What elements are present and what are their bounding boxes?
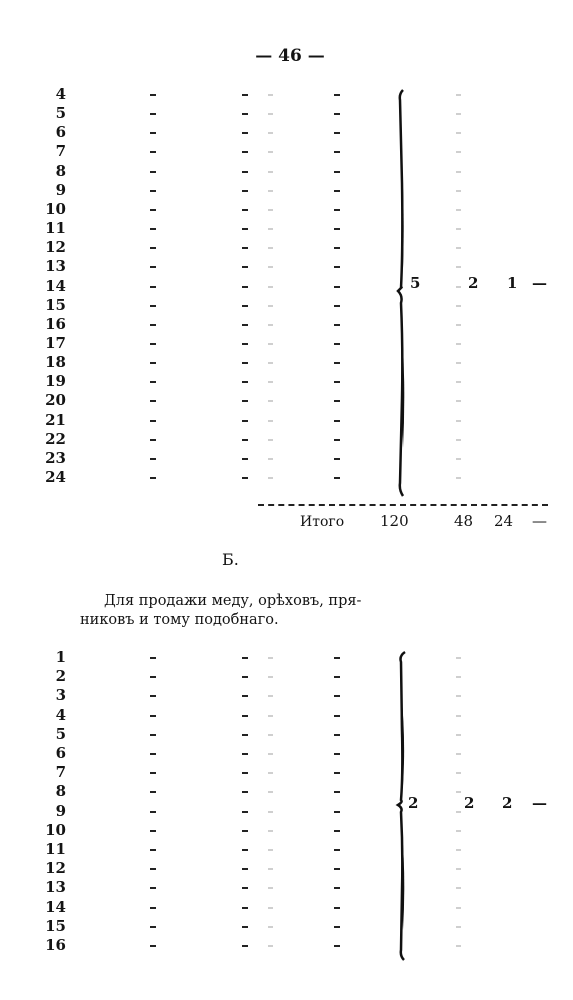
section-a-dash-col-1 xyxy=(150,324,156,326)
section-a-faint-dash-col-2 xyxy=(456,305,461,307)
description-line-2: никовъ и тому подобнаго. xyxy=(80,612,279,628)
section-a-dash-col-3 xyxy=(334,113,340,115)
section-a-faint-dash-col-1 xyxy=(268,94,273,96)
section-a-dash-col-2 xyxy=(242,477,248,479)
section-a-dash-col-1 xyxy=(150,94,156,96)
section-a-dash-col-1 xyxy=(150,439,156,441)
section-a-dash-col-2 xyxy=(242,94,248,96)
section-a-row-number: 7 xyxy=(55,142,66,161)
section-b-row-number: 5 xyxy=(55,724,66,743)
section-b-dash-col-2 xyxy=(242,887,248,889)
section-b-dash-col-2 xyxy=(242,734,248,736)
section-b-faint-dash-col-1 xyxy=(268,695,273,697)
section-b-faint-dash-col-1 xyxy=(268,811,273,813)
section-a-dash-col-1 xyxy=(150,151,156,153)
section-a-faint-dash-col-2 xyxy=(456,209,461,211)
section-b-faint-dash-col-1 xyxy=(268,753,273,755)
section-a-faint-dash-col-1 xyxy=(268,305,273,307)
section-a-dash-col-3 xyxy=(334,266,340,268)
section-a-dash-col-2 xyxy=(242,439,248,441)
section-a-row-number: 14 xyxy=(45,276,66,295)
section-a-dash-col-1 xyxy=(150,381,156,383)
section-b-dash-col-1 xyxy=(150,945,156,947)
section-a-faint-dash-col-1 xyxy=(268,420,273,422)
section-a-dash-col-1 xyxy=(150,247,156,249)
section-b-dash-col-2 xyxy=(242,830,248,832)
section-a-dash-col-2 xyxy=(242,113,248,115)
section-b-brace-value-2: 2 xyxy=(464,794,475,812)
section-b-dash-col-1 xyxy=(150,753,156,755)
section-a-row-number: 21 xyxy=(45,410,66,429)
section-a-row-number: 24 xyxy=(45,468,66,486)
section-b-row-number: 11 xyxy=(45,840,66,858)
section-b-faint-dash-col-1 xyxy=(268,772,273,774)
section-a-faint-dash-col-1 xyxy=(268,171,273,173)
section-a-dash-col-3 xyxy=(334,458,340,460)
section-b-row-number: 2 xyxy=(55,667,66,686)
section-a-row-number: 13 xyxy=(45,257,66,276)
section-a-dash-col-2 xyxy=(242,228,248,230)
total-value-3: 24 xyxy=(494,512,514,530)
section-b-dash-col-3 xyxy=(334,734,340,736)
section-b-dash-col-1 xyxy=(150,887,156,889)
section-a-faint-dash-col-2 xyxy=(456,247,461,249)
section-a-dash-col-3 xyxy=(334,420,340,422)
section-b-faint-dash-col-2 xyxy=(456,926,461,928)
section-a-faint-dash-col-2 xyxy=(456,190,461,192)
section-b-faint-dash-col-1 xyxy=(268,676,273,678)
section-b-dash-col-3 xyxy=(334,676,340,678)
section-b-dash-col-2 xyxy=(242,926,248,928)
section-b-dash-col-1 xyxy=(150,849,156,851)
section-a-dash-col-3 xyxy=(334,94,340,96)
section-a-dash-col-2 xyxy=(242,266,248,268)
section-b-dash-col-1 xyxy=(150,715,156,717)
section-a-faint-dash-col-1 xyxy=(268,381,273,383)
section-b-description xyxy=(80,592,362,630)
section-a-row-number: 6 xyxy=(55,123,66,142)
section-b-faint-dash-col-1 xyxy=(268,830,273,832)
section-b-dash-col-1 xyxy=(150,695,156,697)
section-a-dash-col-1 xyxy=(150,458,156,460)
section-b-dash-col-1 xyxy=(150,926,156,928)
section-b-dash-col-2 xyxy=(242,868,248,870)
section-a-faint-dash-col-2 xyxy=(456,132,461,134)
section-a-dash-col-3 xyxy=(334,343,340,345)
section-a-dash-col-2 xyxy=(242,209,248,211)
section-b-row-number: 15 xyxy=(45,916,66,935)
section-b-row-number: 8 xyxy=(55,782,66,801)
section-a-row-number: 20 xyxy=(45,391,66,410)
section-a-row-number: 11 xyxy=(45,219,66,238)
section-b-faint-dash-col-2 xyxy=(456,868,461,870)
section-a-dash-col-3 xyxy=(334,286,340,288)
section-b-heading: Б. xyxy=(222,550,239,569)
section-b-faint-dash-col-1 xyxy=(268,791,273,793)
section-a-dash-col-1 xyxy=(150,209,156,211)
section-b-dash-col-1 xyxy=(150,868,156,870)
section-b-dash-col-2 xyxy=(242,657,248,659)
section-a-dash-col-1 xyxy=(150,477,156,479)
section-a-faint-dash-col-2 xyxy=(456,228,461,230)
section-b-faint-dash-col-2 xyxy=(456,945,461,947)
section-b-faint-dash-col-2 xyxy=(456,811,461,813)
section-a-faint-dash-col-2 xyxy=(456,458,461,460)
section-b-dash-col-3 xyxy=(334,791,340,793)
section-b-row-number: 3 xyxy=(55,686,66,705)
section-a-faint-dash-col-2 xyxy=(456,113,461,115)
section-b-dash-col-1 xyxy=(150,830,156,832)
section-a-faint-dash-col-2 xyxy=(456,94,461,96)
section-a-faint-dash-col-1 xyxy=(268,458,273,460)
section-a-row-number: 10 xyxy=(45,199,66,218)
section-a-dash-col-2 xyxy=(242,190,248,192)
total-value-1: 120 xyxy=(380,512,409,530)
section-a-faint-dash-col-1 xyxy=(268,266,273,268)
description-line-1: Для продажи меду, орѣховъ, пря- xyxy=(104,593,362,609)
total-separator-line xyxy=(258,504,548,506)
section-b-row-number: 1 xyxy=(55,648,66,666)
section-a-dash-col-2 xyxy=(242,324,248,326)
section-b-dash-col-2 xyxy=(242,676,248,678)
section-b-faint-dash-col-2 xyxy=(456,791,461,793)
section-a-faint-dash-col-2 xyxy=(456,381,461,383)
section-b-dash-col-2 xyxy=(242,715,248,717)
section-a-dash-col-2 xyxy=(242,171,248,173)
section-a-row-number: 16 xyxy=(45,314,66,333)
section-b-dash-col-3 xyxy=(334,715,340,717)
section-b-row-number: 13 xyxy=(45,878,66,897)
section-b-dash-col-2 xyxy=(242,849,248,851)
section-a-dash-col-1 xyxy=(150,228,156,230)
section-a-brace-value-3: 1 xyxy=(507,274,518,292)
section-b-faint-dash-col-1 xyxy=(268,849,273,851)
section-a-dash-col-3 xyxy=(334,209,340,211)
section-a-faint-dash-col-2 xyxy=(456,324,461,326)
section-b-faint-dash-col-1 xyxy=(268,887,273,889)
section-a-faint-dash-col-2 xyxy=(456,343,461,345)
section-b-dash-col-1 xyxy=(150,811,156,813)
section-b-dash-col-1 xyxy=(150,734,156,736)
section-b-faint-dash-col-2 xyxy=(456,887,461,889)
section-a-faint-dash-col-2 xyxy=(456,420,461,422)
section-a-faint-dash-col-1 xyxy=(268,477,273,479)
section-a-dash-col-2 xyxy=(242,362,248,364)
section-a-dash-col-1 xyxy=(150,113,156,115)
section-a-dash-col-3 xyxy=(334,228,340,230)
section-b-row-number: 16 xyxy=(45,936,66,954)
section-a-dash-col-3 xyxy=(334,247,340,249)
section-a-faint-dash-col-2 xyxy=(456,286,461,288)
section-a-dash-col-1 xyxy=(150,171,156,173)
section-a-brace-value-2: 2 xyxy=(468,274,479,292)
section-b-faint-dash-col-2 xyxy=(456,676,461,678)
section-b-dash-col-2 xyxy=(242,945,248,947)
section-b-faint-dash-col-2 xyxy=(456,907,461,909)
section-b-faint-dash-col-2 xyxy=(456,657,461,659)
section-a-dash-col-2 xyxy=(242,151,248,153)
section-a-dash-col-3 xyxy=(334,324,340,326)
section-a-dash-col-1 xyxy=(150,400,156,402)
section-b-dash-col-2 xyxy=(242,907,248,909)
section-a-row-number: 17 xyxy=(45,333,66,352)
section-a-dash-col-3 xyxy=(334,190,340,192)
total-value-4: — xyxy=(532,512,547,530)
section-b-faint-dash-col-2 xyxy=(456,830,461,832)
section-b-dash-col-3 xyxy=(334,868,340,870)
section-a-faint-dash-col-1 xyxy=(268,343,273,345)
section-b-row-number: 9 xyxy=(55,801,66,820)
section-a-brace xyxy=(393,88,413,498)
section-a-dash-col-2 xyxy=(242,458,248,460)
section-b-brace-value-4: — xyxy=(532,794,547,812)
section-b-dash-col-3 xyxy=(334,830,340,832)
section-a-dash-col-3 xyxy=(334,151,340,153)
section-b-row-number: 4 xyxy=(55,705,66,724)
total-label: Итого xyxy=(300,514,345,530)
total-value-2: 48 xyxy=(454,512,474,530)
section-a-faint-dash-col-1 xyxy=(268,362,273,364)
section-b-dash-col-2 xyxy=(242,753,248,755)
section-b-dash-col-1 xyxy=(150,791,156,793)
section-a-faint-dash-col-1 xyxy=(268,324,273,326)
section-b-faint-dash-col-2 xyxy=(456,715,461,717)
section-b-faint-dash-col-1 xyxy=(268,926,273,928)
section-a-row-number: 18 xyxy=(45,353,66,372)
section-a-row-number: 23 xyxy=(45,448,66,467)
section-b-dash-col-3 xyxy=(334,907,340,909)
section-b-row-number: 10 xyxy=(45,820,66,839)
section-a-faint-dash-col-2 xyxy=(456,266,461,268)
section-b-dash-col-3 xyxy=(334,695,340,697)
section-a-faint-dash-col-1 xyxy=(268,132,273,134)
section-a-dash-col-1 xyxy=(150,305,156,307)
section-a-faint-dash-col-1 xyxy=(268,190,273,192)
section-a-dash-col-3 xyxy=(334,132,340,134)
section-a-faint-dash-col-1 xyxy=(268,400,273,402)
section-a-dash-col-2 xyxy=(242,305,248,307)
section-b-faint-dash-col-2 xyxy=(456,772,461,774)
section-a-dash-col-1 xyxy=(150,343,156,345)
section-a-faint-dash-col-1 xyxy=(268,286,273,288)
section-b-brace-value-3: 2 xyxy=(502,794,513,812)
section-a-row-number: 19 xyxy=(45,372,66,391)
section-b-dash-col-2 xyxy=(242,695,248,697)
section-b-brace-value-1: 2 xyxy=(408,794,419,812)
section-b-dash-col-1 xyxy=(150,657,156,659)
section-a-dash-col-2 xyxy=(242,420,248,422)
section-b-dash-col-3 xyxy=(334,887,340,889)
section-b-faint-dash-col-2 xyxy=(456,753,461,755)
section-b-dash-col-3 xyxy=(334,811,340,813)
section-a-brace-value-4: — xyxy=(532,274,547,292)
section-a-faint-dash-col-1 xyxy=(268,113,273,115)
section-a-dash-col-3 xyxy=(334,171,340,173)
section-a-dash-col-1 xyxy=(150,286,156,288)
section-a-faint-dash-col-2 xyxy=(456,439,461,441)
section-a-dash-col-2 xyxy=(242,400,248,402)
section-a-dash-col-3 xyxy=(334,362,340,364)
section-a-dash-col-1 xyxy=(150,362,156,364)
section-b-faint-dash-col-1 xyxy=(268,657,273,659)
section-a-faint-dash-col-1 xyxy=(268,151,273,153)
section-b-faint-dash-col-1 xyxy=(268,945,273,947)
section-a-row-number: 15 xyxy=(45,295,66,314)
section-a-dash-col-3 xyxy=(334,381,340,383)
section-a-faint-dash-col-1 xyxy=(268,439,273,441)
section-a-dash-col-1 xyxy=(150,420,156,422)
section-a-row-number: 22 xyxy=(45,429,66,448)
section-b-dash-col-3 xyxy=(334,772,340,774)
section-b-dash-col-2 xyxy=(242,811,248,813)
section-b-row-number: 12 xyxy=(45,859,66,878)
section-b-dash-col-2 xyxy=(242,791,248,793)
section-b-dash-col-1 xyxy=(150,676,156,678)
section-a-dash-col-1 xyxy=(150,266,156,268)
section-a-faint-dash-col-2 xyxy=(456,477,461,479)
section-a-row-number: 4 xyxy=(55,85,66,103)
section-b-faint-dash-col-2 xyxy=(456,734,461,736)
section-b-dash-col-3 xyxy=(334,849,340,851)
section-b-faint-dash-col-2 xyxy=(456,849,461,851)
section-b-row-number: 7 xyxy=(55,763,66,782)
section-a-brace-value-1: 5 xyxy=(410,274,421,292)
section-a-faint-dash-col-1 xyxy=(268,247,273,249)
page-number: — 46 — xyxy=(255,46,325,66)
section-a-dash-col-3 xyxy=(334,439,340,441)
section-a-dash-col-3 xyxy=(334,400,340,402)
section-b-row-number: 6 xyxy=(55,744,66,762)
section-b-dash-col-3 xyxy=(334,657,340,659)
section-a-dash-col-2 xyxy=(242,286,248,288)
section-b-faint-dash-col-2 xyxy=(456,695,461,697)
section-b-faint-dash-col-1 xyxy=(268,734,273,736)
section-a-dash-col-3 xyxy=(334,305,340,307)
section-a-faint-dash-col-1 xyxy=(268,228,273,230)
section-b-dash-col-3 xyxy=(334,926,340,928)
section-a-dash-col-1 xyxy=(150,190,156,192)
section-a-dash-col-1 xyxy=(150,132,156,134)
section-a-faint-dash-col-2 xyxy=(456,362,461,364)
section-b-dash-col-1 xyxy=(150,907,156,909)
section-a-faint-dash-col-2 xyxy=(456,151,461,153)
section-a-row-number: 5 xyxy=(55,104,66,123)
section-b-dash-col-3 xyxy=(334,753,340,755)
section-a-dash-col-2 xyxy=(242,381,248,383)
section-b-row-number: 14 xyxy=(45,897,66,916)
section-a-row-number: 9 xyxy=(55,180,66,199)
section-b-dash-col-1 xyxy=(150,772,156,774)
section-a-faint-dash-col-2 xyxy=(456,171,461,173)
section-a-row-number: 8 xyxy=(55,161,66,180)
section-a-dash-col-2 xyxy=(242,132,248,134)
section-a-row-number: 12 xyxy=(45,238,66,257)
section-a-faint-dash-col-2 xyxy=(456,400,461,402)
section-a-dash-col-2 xyxy=(242,247,248,249)
section-b-faint-dash-col-1 xyxy=(268,715,273,717)
section-a-faint-dash-col-1 xyxy=(268,209,273,211)
section-a-dash-col-3 xyxy=(334,477,340,479)
section-b-faint-dash-col-1 xyxy=(268,868,273,870)
section-b-faint-dash-col-1 xyxy=(268,907,273,909)
section-a-dash-col-2 xyxy=(242,343,248,345)
section-b-dash-col-3 xyxy=(334,945,340,947)
section-b-dash-col-2 xyxy=(242,772,248,774)
